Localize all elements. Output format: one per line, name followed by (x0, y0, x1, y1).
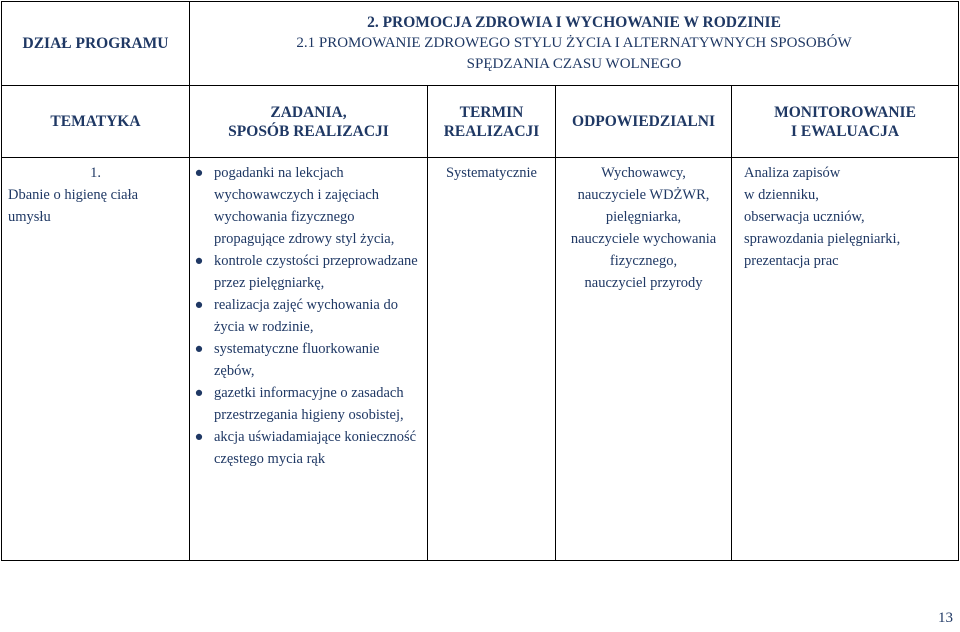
bullet-icon: ● (194, 429, 204, 445)
task-text: gazetki informacyjne o zasadach przestrzegania higieny osobistej, (214, 385, 404, 423)
program-section-title (190, 2, 959, 86)
zadania-cell (190, 158, 428, 561)
col-header-zadania-line1: ZADANIA, (270, 103, 347, 121)
termin-cell: Systematycznie (428, 158, 556, 561)
program-title-line1: 2. PROMOCJA ZDROWIA I WYCHOWANIE W RODZINIE (367, 13, 781, 31)
dzial-label: DZIAŁ PROGRAMU (2, 2, 190, 86)
bullet-icon: ● (194, 297, 204, 313)
monitorowanie-line: prezentacja prac (744, 253, 839, 269)
col-header-monitorowanie-line2: I EWALUACJA (790, 122, 900, 140)
col-header-zadania (190, 86, 428, 158)
task-text: kontrole czystości przeprowadzane przez pielęgniarkę, (214, 253, 418, 291)
odpowiedzialni-line: nauczyciel przyrody (584, 275, 703, 291)
task-text: realizacja zajęć wychowania do życia w rodzinie, (214, 297, 398, 335)
row-number: 1. (90, 165, 101, 181)
bullet-icon: ● (194, 165, 204, 181)
table-row (2, 158, 959, 561)
tematyka-text: Dbanie o higienę ciała umysłu (8, 187, 139, 225)
monitorowanie-line: Analiza zapisów (744, 165, 841, 181)
task-text: pogadanki na lekcjach wychowawczych i zajęciach wychowania fizycznego propagujące zdrowy styl życia, (214, 165, 395, 247)
bullet-icon: ● (194, 253, 204, 269)
odpowiedzialni-line: Wychowawcy, (601, 165, 686, 181)
odpowiedzialni-line: nauczyciele WDŻWR, (577, 187, 710, 203)
list-item (194, 426, 423, 470)
monitorowanie-line: sprawozdania pielęgniarki, (744, 231, 901, 247)
program-section-row (2, 2, 959, 86)
task-text: akcja uświadamiające konieczność częstego mycia rąk (214, 429, 417, 467)
bullet-icon: ● (194, 385, 204, 401)
col-header-termin (428, 86, 556, 158)
col-header-monitorowanie-line1: MONITOROWANIE (774, 103, 916, 121)
col-header-termin-line2: REALIZACJI (443, 122, 540, 140)
column-header-row (2, 86, 959, 158)
col-header-zadania-line2: SPOSÓB REALIZACJI (228, 122, 389, 140)
odpowiedzialni-line: fizycznego, (609, 253, 678, 269)
bullet-icon: ● (194, 341, 204, 357)
monitorowanie-cell (732, 158, 959, 561)
odpowiedzialni-line: nauczyciele wychowania (570, 231, 717, 247)
task-list (190, 158, 427, 470)
page-number: 13 (938, 610, 953, 626)
program-table (1, 1, 959, 561)
monitorowanie-line: w dzienniku, (744, 187, 819, 203)
list-item (194, 250, 423, 294)
program-title-line2: 2.1 PROMOWANIE ZDROWEGO STYLU ŻYCIA I ALTERNATYWNYCH SPOSOBÓW (296, 34, 852, 51)
col-header-monitorowanie (732, 86, 959, 158)
program-title-line3: SPĘDZANIA CZASU WOLNEGO (466, 55, 682, 72)
odpowiedzialni-line: pielęgniarka, (605, 209, 682, 225)
list-item (194, 382, 423, 426)
list-item (194, 162, 423, 250)
task-text: systematyczne fluorkowanie zębów, (214, 341, 380, 379)
list-item (194, 338, 423, 382)
col-header-termin-line1: TERMIN (459, 103, 524, 121)
monitorowanie-line: obserwacja uczniów, (744, 209, 865, 225)
tematyka-cell (2, 158, 190, 561)
col-header-tematyka: TEMATYKA (2, 86, 190, 158)
list-item (194, 294, 423, 338)
odpowiedzialni-cell (556, 158, 732, 561)
col-header-odpowiedzialni: ODPOWIEDZIALNI (556, 86, 732, 158)
